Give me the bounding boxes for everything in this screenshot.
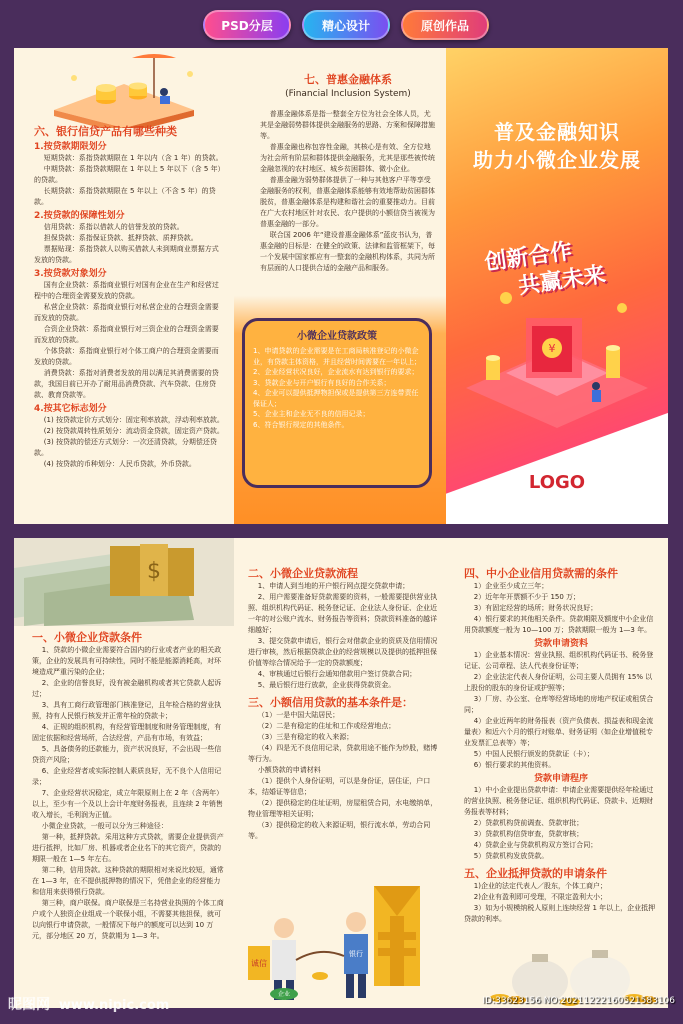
process-step: 1、申请人到当地的开户银行网点提交贷款申请； — [257, 582, 410, 590]
group-line: 中期贷款：系指贷款期限在 1 年以上 5 年以下（含 5 年）的贷款。 — [34, 165, 222, 184]
group-line: 长期贷款：系指贷款期限在 5 年以上（不含 5 年）的贷款。 — [34, 187, 216, 206]
condition-line: 小微企业贷款，一般可以分为三种途径： — [41, 822, 168, 830]
paragraph: 联合国 2006 年“建设普惠金融体系”蓝皮书认为，普惠金融的目标是：在健全的政策、法律和监管框架下，每一个发展中国家都应有一整套的金融机构体系，共同为所有层面的人口提供合适的金融产品和服务。 — [260, 231, 435, 272]
condition-line: 第二种，信用贷款。这种贷款的期限相对来说比较短，通常在 1—3 年，在不提供抵押物的情况下，凭借企业的经营能力和信用来获得银行贷款。 — [32, 866, 224, 896]
condition-line: 5、具备债务的还款能力，资产状况良好，不会出现一些信贷资产风险； — [32, 745, 222, 764]
tag-original-work[interactable]: 原创作品 — [401, 10, 489, 40]
watermark-url[interactable]: www.nipic.com — [58, 998, 170, 1013]
condition-line: 1）企业至少成立三年； — [473, 582, 549, 590]
policy-item: 4、企业可以提供抵押物担保或是提供第三方连带责任保证人； — [253, 389, 419, 408]
procedure-step: 4）贷款企业与贷款机构双方签订合同； — [473, 841, 598, 849]
group-line: 信用贷款：系指以借款人的信誉发放的贷款。 — [43, 223, 184, 231]
section-heading: 一、小微企业贷款条件 — [32, 631, 142, 644]
tag-fine-design[interactable]: 精心设计 — [302, 10, 390, 40]
condition-line: 2）近年年开票额不少于 150 万； — [473, 593, 581, 601]
tag-psd-layered[interactable]: PSD分层 — [203, 10, 291, 40]
process-step: 2、用户需要准备好贷款需要的资料，一般需要提供营业执照、组织机构代码证、税务登记证、企业法人身份证、企业近一年的对公账户流水、财务报告等资料；贷款资料准备的越详细越好； — [248, 593, 438, 634]
loan-type-groups — [34, 141, 224, 470]
condition-line: 2、企业的信誉良好，没有被金融机构或者其它贷款人起诉过； — [32, 679, 222, 698]
section-heading-4: 四、中小企业信用贷款需的条件 — [464, 567, 618, 580]
bottom-middle-panel — [234, 538, 450, 1008]
credit-conditions-list — [464, 581, 658, 636]
slogan-line1: 创新合作 — [483, 238, 574, 276]
top-middle-panel — [234, 48, 446, 524]
tag-bar — [0, 10, 683, 44]
procedure-step: 3）贷款机构信贷审查，贷款审核； — [473, 830, 584, 838]
cover-panel — [446, 48, 668, 524]
procedure-step: 2）贷款机构贷前调查、贷款审批； — [473, 819, 584, 827]
condition-line: （3）提供稳定的收入来源证明，银行流水单，劳动合同等。 — [248, 821, 431, 840]
cover-money-box-illustration — [446, 278, 668, 428]
section-one-loan-conditions — [32, 630, 226, 942]
procedure-step: 1）中小企业提出贷款申请：申请企业需要提供经年检通过的营业执照、税务登记证、组织机构代码证、贷款卡、近期财务报表等材料； — [464, 786, 654, 816]
paragraph: 普惠金融为弱势群体提供了一种与其他客户平等享受金融服务的权利，普惠金融体系能够有效地帮助贫困群体脱贫，普惠金融体系是构建和谐社会的重要推动力。目前在广大农村地区针对农民、农户提供的小额信贷当被视为普惠金融的一部分。 — [260, 176, 435, 228]
policy-title: 小微企业贷款政策 — [297, 331, 377, 342]
inclusive-finance-text — [260, 109, 436, 274]
doc-item: 5）中国人民银行颁发的贷款证（卡）； — [473, 750, 594, 758]
condition-line: 6、企业经营者或实际控制人素质良好，无不良个人信用记录； — [32, 767, 222, 786]
policy-item: 6、符合银行规定的其他条件。 — [253, 420, 349, 429]
section-four-credit-conditions — [464, 566, 658, 925]
group-title: 3.按贷款对象划分 — [34, 269, 107, 279]
section-heading: 六、银行信贷产品有哪些种类 — [34, 125, 177, 138]
doc-item: 4）企业近两年的财务报表（资产负债表、损益表和现金流量表）和近六个月的银行对账单、财务证明（如企业增值税专业发票汇总表等）等； — [464, 717, 654, 747]
condition-line: （2）提供稳定的住址证明，房屋租赁合同，水电缴纳单，物业管理等相关证明； — [248, 799, 438, 818]
group-line: 消费贷款：系指对消费者发放的用以满足其消费需要的贷款，我国目前已开办了耐用品消费贷款、汽车贷款、住房贷款、教育贷款等。 — [34, 369, 219, 399]
process-step: 5、最后银行进行放款，企业获得贷款资金。 — [257, 681, 396, 689]
group-line: 合资企业贷款：系指商业银行对三资企业的合理资金需要而发放的贷款。 — [34, 325, 219, 344]
procedure-step: 5）贷款机构发放贷款。 — [473, 852, 549, 860]
condition-line: 第一种，抵押贷款。采用这种方式贷款，需要企业提供资产进行抵押，比如厂房、机器或者企业名下的其它资产，贷款的期限一般在 1—5 年左右。 — [32, 833, 224, 863]
section-subtitle: (Financial Inclusion System) — [285, 89, 411, 99]
bank-loan-cartoon — [244, 876, 444, 1002]
condition-line: 4、正规的组织机构，有经营管理制度和财务管理制度，有固定依据和经营场所，合法经营，产品有市场，有效益； — [32, 723, 222, 742]
policy-item: 2、企业经营状况良好，企业流水有达到银行的要求； — [253, 368, 419, 376]
section-six-loan-types — [34, 124, 224, 470]
docs-subheading: 贷款申请资料 — [533, 639, 588, 649]
process-step: 3、提交贷款申请后，银行会对借款企业的资质及信用情况进行审核，然后根据贷款企业的经营规模以及提供的抵押担保价值等综合情况给予一定的贷款额度； — [248, 637, 438, 667]
group-line: 个体贷款：系指商业银行对个体工商户的合理资金需要而发放的贷款。 — [34, 347, 219, 366]
application-docs-list — [464, 650, 658, 771]
condition-line: 3、具有工商行政管理部门核准登记，且年检合格的营业执照，持有人民银行核发并正常年检的贷款卡； — [32, 701, 222, 720]
section-heading-2: 二、小微企业贷款流程 — [248, 567, 358, 580]
condition-line: 1、贷款的小微企业需要符合国内的行业或者产业的相关政策，企业的发展具有可持续性，同时不能是能源消耗高，对环境造成严重污染的企业； — [32, 646, 222, 676]
mortgage-condition: 3）如为小规模纳税人原则上连续经营 1 年以上，企业抵押贷款的利率。 — [464, 904, 656, 923]
condition-line: （1）提供个人身份证明，可以是身份证，居住证，户口本，结婚证等信息； — [248, 777, 431, 796]
condition-line: 第三种，商户联保。商户联保是三名持营业执照的个体工商户或个人独资企业组成一个联保小组，不需要其他担保，就可以向银行申请贷款，一般情况下每户的额度可以达到 10 万元，部分地区 20 万，贷款期为 1—3 年。 — [32, 899, 224, 940]
condition-line: （2）二是有稳定的住址和工作或经营地点； — [257, 722, 396, 730]
cover-title-line2: 助力小微企业发展 — [473, 148, 641, 172]
loan-condition-lines — [32, 645, 226, 942]
group-line: 票据贴现：系指贷款人以购买借款人未到期商业票据方式发放的贷款。 — [34, 245, 219, 264]
bottom-right-panel — [450, 538, 668, 1008]
mortgage-conditions-list — [464, 881, 658, 925]
process-step: 4、审核通过后银行会通知借款用户签订贷款合同； — [257, 670, 417, 678]
group-line: (1) 按贷款定价方式划分：固定利率放款，浮动利率放款。 — [43, 416, 224, 424]
doc-item: 1）企业基本情况：营业执照、组织机构代码证书、税务登记证、公司章程、法人代表身份证等； — [464, 651, 654, 670]
section-seven-inclusive-finance — [260, 72, 436, 274]
policy-item: 1、申请贷款的企业需要是在工商局核准登记的小微企业，有贷款主体资格，并且经营时间需要在一年以上； — [253, 347, 421, 366]
group-line: 担保贷款：系指保证贷款、抵押贷款、质押贷款。 — [43, 234, 198, 242]
condition-line: （4）四是无不良信用记录，贷款用途不能作为炒股，赌博等行为。 — [248, 744, 438, 763]
paragraph: 普惠金融也称包容性金融，其核心是有效、全方位地为社会所有阶层和群体提供金融服务，尤其是那些被传统金融忽视的农村地区、城乡贫困群体、微小企业。 — [260, 143, 435, 173]
policy-box — [242, 318, 432, 488]
condition-line: （1）一是中国大陆居民； — [257, 711, 340, 719]
watermark-site — [8, 994, 169, 1014]
section-heading-3: 三、小额信用贷款的基本条件是： — [248, 696, 413, 709]
group-line: 短期贷款：系指贷款期限在 1 年以内（含 1 年）的贷款。 — [43, 154, 223, 162]
condition-line: 小额贷款的申请材料 — [257, 766, 321, 774]
group-title: 1.按贷款期限划分 — [34, 142, 107, 152]
doc-item: 3）厂房、办公室、仓库等经营场地的房地产权证或租赁合同； — [464, 695, 654, 714]
loan-process-steps — [248, 581, 440, 691]
condition-line: 3）有固定经营的场所；财务状况良好； — [473, 604, 598, 612]
paragraph: 普惠金融体系是指一整套全方位为社会全体人员，尤其是金融弱势群体提供金融服务的思路、方案和保障措施等。 — [260, 110, 435, 140]
slogan-line2: 共赢未来 — [516, 262, 608, 300]
policy-item: 5、企业主和企业无不良的信用记录； — [253, 410, 370, 418]
section-heading-5: 五、企业抵押贷款的申请条件 — [464, 867, 607, 880]
doc-item: 6）银行要求的其他资料。 — [473, 761, 556, 769]
banknotes-gold-photo — [14, 538, 234, 626]
group-title: 4.按其它标志划分 — [34, 404, 107, 414]
group-line: (3) 按贷款的偿还方式划分：一次还清贷款，分期偿还贷款。 — [34, 438, 217, 457]
group-line: 私营企业贷款：系指商业银行对私营企业的合理资金需要而发放的贷款。 — [34, 303, 219, 322]
sign-bank-label: 银行 — [349, 950, 363, 958]
application-procedure-list — [464, 785, 658, 862]
condition-line: （3）三是有稳定的收入来源； — [257, 733, 354, 741]
mortgage-condition: 2)企业有盈利即可受理，不限定盈利大小； — [473, 893, 607, 901]
group-line: (4) 按贷款的币种划分：人民币贷款，外币贷款。 — [43, 460, 196, 468]
doc-item: 2）企业法定代表人身份证明，公司主要人员拥有 15% 以上股份的股东的身份证或护照等； — [464, 673, 653, 692]
top-left-panel — [14, 48, 234, 524]
credit-loan-conditions — [248, 710, 440, 842]
group-title: 2.按贷款的保障性划分 — [34, 211, 125, 221]
section-two-loan-process — [248, 566, 440, 842]
policy-items — [253, 346, 421, 430]
group-line: (2) 按贷款周转性质划分：流动资金贷款，固定资产贷款。 — [43, 427, 224, 435]
svg-text:$: $ — [147, 559, 161, 584]
mortgage-condition: 1)企业的法定代表人／股东，个体工商户； — [473, 882, 607, 890]
isometric-coins-illustration — [14, 48, 234, 128]
policy-item: 3、贷款企业与开户银行有良好的合作关系； — [253, 378, 391, 387]
bag-enterprise-label: 企业 — [277, 991, 291, 998]
cover-title — [446, 118, 668, 174]
condition-line: 4）银行要求的其他相关条件。贷款期限及额度中小企业信用贷款额度一般为 10—100 万；贷款期限一般为 1—3 年。 — [464, 615, 654, 634]
watermark-id: ID:33623156 NO:20211222160521583106 — [482, 996, 675, 1006]
section-heading: 七、普惠金融体系 — [304, 73, 392, 86]
condition-line: 7、企业经营状况稳定，成立年限原则上在 2 年（含两年）以上，至少有一个及以上会计年度财务报表，且连续 2 年销售收入增长，毛利润为正值。 — [32, 789, 224, 819]
watermark-site-name: 昵图网 — [8, 997, 50, 1013]
brand-logo: LOGO — [528, 472, 586, 493]
procedure-subheading: 贷款申请程序 — [533, 774, 588, 784]
svg-text:¥: ¥ — [548, 342, 556, 355]
bottom-left-panel — [14, 538, 234, 1008]
cover-title-line1: 普及金融知识 — [494, 120, 620, 144]
sign-integrity-label: 诚信 — [251, 959, 267, 968]
group-line: 国有企业贷款：系指商业银行对国有企业在生产和经营过程中的合理资金需要发放的贷款。 — [34, 281, 219, 300]
